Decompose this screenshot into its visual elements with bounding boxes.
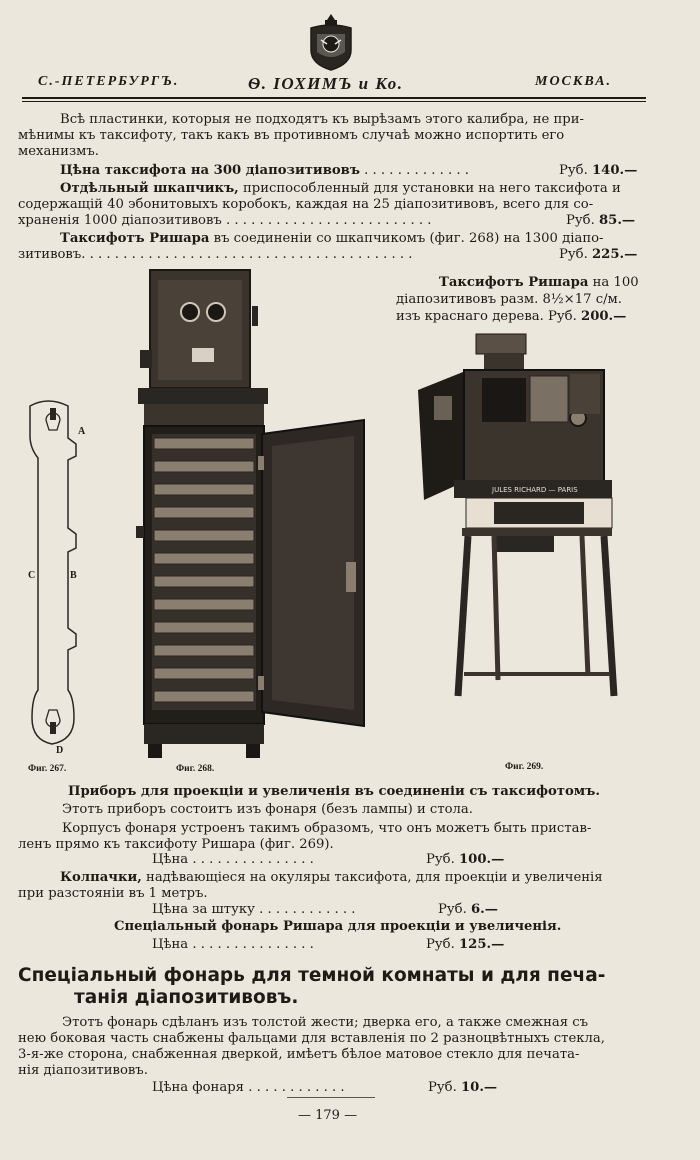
- price-amount: 6.—: [470, 902, 498, 917]
- projector-nameplate: JULES RICHARD — PARIS: [492, 486, 578, 494]
- currency-label: Руб.: [438, 902, 467, 917]
- gauge-letter: D: [56, 745, 64, 756]
- price-amount: 10.—: [460, 1080, 498, 1095]
- text-line: нія діапозитивовъ.: [18, 1063, 148, 1078]
- item-name: Таксифотъ Ришара: [60, 231, 210, 246]
- price-amount: 200.—: [581, 309, 627, 324]
- page-number-rule: [287, 1097, 375, 1098]
- currency-label: Руб.: [559, 247, 588, 262]
- price-label: Цѣна таксифота на 300 діапозитивовъ: [60, 163, 360, 178]
- price-line: [152, 1079, 345, 1096]
- price-amount: 85.—: [598, 213, 636, 228]
- currency-label: Руб.: [426, 937, 455, 952]
- text-line: Этотъ фонарь сдѣланъ изъ толстой жести; дверка его, а также смежная съ: [62, 1015, 589, 1030]
- text-line: [439, 274, 639, 291]
- price-value: [426, 851, 504, 868]
- item-name: Таксифотъ Ришара: [439, 275, 589, 290]
- header-city-left: С.-ПЕТЕРБУРГЪ.: [38, 74, 180, 89]
- currency-label: Руб.: [428, 1080, 457, 1095]
- item-desc: на 100: [588, 275, 639, 290]
- section-heading: Спеціальный фонарь для темной комнаты и для печа-: [18, 965, 606, 986]
- text-line: механизмъ.: [18, 144, 99, 159]
- text-line: [60, 869, 603, 886]
- figure-caption: Фиг. 267.: [28, 764, 67, 774]
- text-line: 3-я-же сторона, снабженная дверкой, имѣетъ бѣлое матовое стекло для печата-: [18, 1047, 580, 1062]
- price-amount: 125.—: [458, 937, 505, 952]
- section-subheading: Спеціальный фонарь Ришара для проекціи и увеличенія.: [114, 919, 562, 934]
- item-desc: приспособленный для установки на него таксифота и: [238, 181, 621, 196]
- text-line: діапозитивовъ разм. 8½×17 с/м.: [396, 292, 622, 307]
- price-amount: 100.—: [458, 852, 505, 867]
- price-line: [396, 308, 626, 325]
- price-amount: 225.—: [591, 247, 638, 262]
- header-city-right: МОСКВА.: [535, 74, 613, 89]
- gauge-letter: C: [28, 570, 36, 581]
- text-line: мѣнимы къ таксифоту, такъ какъ въ противномъ случаѣ можно испортить его: [18, 128, 565, 143]
- section-heading: танія діапозитивовъ.: [74, 987, 299, 1008]
- section-subheading: Приборъ для проекціи и увеличенія въ соединеніи съ таксифотомъ.: [68, 784, 600, 799]
- price-line: [152, 851, 314, 868]
- page-number: — 179 —: [298, 1108, 358, 1123]
- price-leader-dots: . . . . . . . . . . . .: [248, 1080, 345, 1095]
- price-label: Цѣна фонаря: [152, 1080, 244, 1095]
- figure-caption: Фиг. 268.: [176, 764, 215, 774]
- currency-label: Руб.: [559, 163, 588, 178]
- gauge-letter: B: [70, 570, 77, 581]
- imperial-eagle-emblem-icon: [305, 12, 357, 72]
- price-amount: 140.—: [591, 163, 638, 178]
- text-line: при разстояніи въ 1 метръ.: [18, 886, 208, 901]
- header-rule: [22, 97, 646, 99]
- price-leader-dots: . . . . . . . . . . . .: [259, 902, 356, 917]
- price-value: [566, 212, 635, 229]
- cabinet-taxiphot-illustration: [128, 266, 368, 762]
- price-label: Цѣна: [152, 852, 189, 867]
- price-leader-dots: . . . . . . . . . . . . . . .: [192, 852, 314, 867]
- item-name: Отдѣльный шкапчикъ,: [60, 181, 239, 196]
- price-line: [152, 901, 356, 918]
- price-line: [18, 212, 431, 229]
- price-leader-dots: . . . . . . . . . . . . .: [364, 163, 469, 178]
- price-leader-dots: . . . . . . . . . . . . . . . . . . . . . . . . . . . . . . . . . . . . . . .: [89, 247, 413, 262]
- price-value: [559, 162, 637, 179]
- item-name: Колпачки,: [60, 870, 142, 885]
- text-line: Всѣ пластинки, которыя не подходятъ къ вырѣзамъ этого калибра, не при-: [60, 112, 584, 127]
- price-line: [152, 936, 314, 953]
- price-leader-dots: . . . . . . . . . . . . . . . . . . . . . . . . .: [226, 213, 432, 228]
- price-label: Цѣна: [152, 937, 189, 952]
- text-line: ленъ прямо къ таксифоту Ришара (фиг. 269).: [18, 837, 334, 852]
- gauge-letter: A: [78, 426, 86, 437]
- item-desc: изъ краснаго дерева.: [396, 309, 544, 324]
- text-line: [60, 230, 604, 247]
- price-value: [559, 246, 637, 263]
- currency-label: Руб.: [566, 213, 595, 228]
- price-value: [428, 1079, 497, 1096]
- projector-stand-illustration: [414, 330, 634, 730]
- header-company-name: Ѳ. ІОХИМЪ и Ко.: [248, 74, 404, 93]
- text-line: Корпусъ фонаря устроенъ такимъ образомъ, что онъ можетъ быть пристав-: [62, 821, 592, 836]
- price-value: [426, 936, 504, 953]
- figure-caption: Фиг. 269.: [505, 762, 544, 772]
- text-line: [60, 180, 621, 197]
- text-line: Этотъ приборъ состоитъ изъ фонаря (безъ лампы) и стола.: [62, 802, 473, 817]
- price-value: [438, 901, 498, 918]
- item-desc: въ соединеніи со шкапчикомъ (фиг. 268) на 1300 діапо-: [209, 231, 604, 246]
- price-line: [60, 162, 469, 179]
- currency-label: Руб.: [426, 852, 455, 867]
- currency-label: Руб.: [548, 309, 577, 324]
- item-desc: храненія 1000 діапозитивовъ: [18, 213, 222, 228]
- price-label: Цѣна за штуку: [152, 902, 255, 917]
- header-rule-thin: [22, 101, 646, 102]
- text-line: нею боковая часть снабжены фальцами для вставленія по 2 разноцвѣтныхъ стекла,: [18, 1031, 605, 1046]
- price-line: [18, 246, 412, 263]
- text-line: содержащій 40 эбонитовыхъ коробокъ, каждая на 25 діапозитивовъ, всего для со-: [18, 197, 594, 212]
- price-leader-dots: . . . . . . . . . . . . . . .: [192, 937, 314, 952]
- item-desc: надѣвающіеся на окуляры таксифота, для проекціи и увеличенія: [141, 870, 603, 885]
- item-desc: зитивовъ.: [18, 247, 86, 262]
